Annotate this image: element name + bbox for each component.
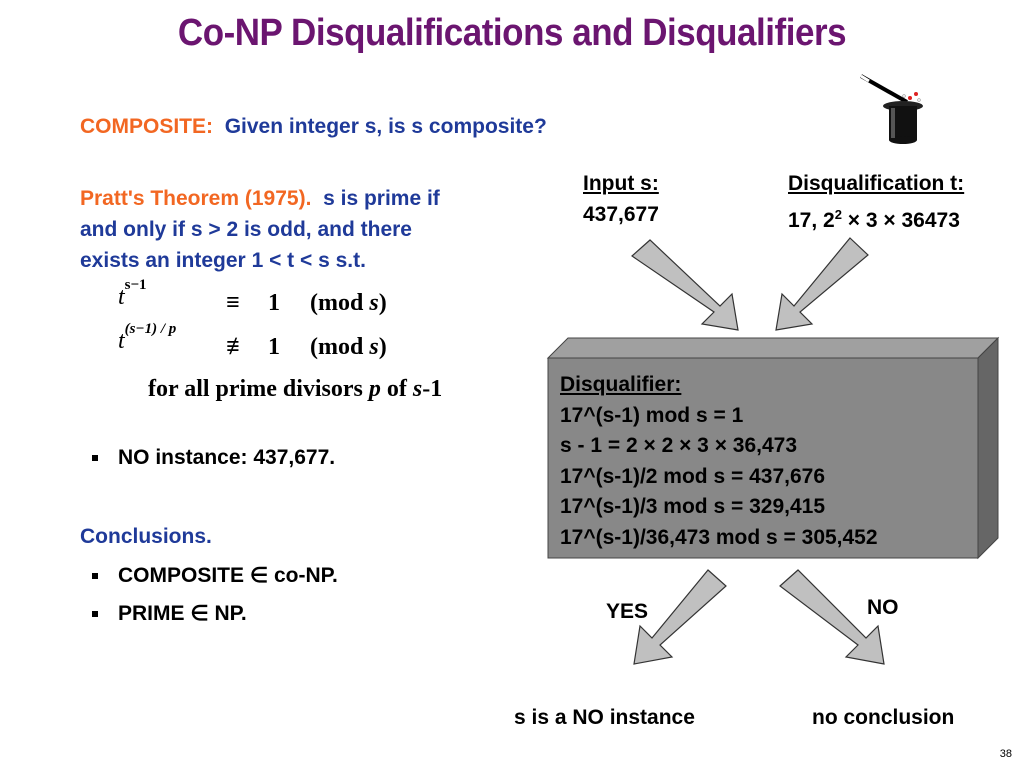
disqualifier-heading: Disqualifier: (560, 373, 682, 396)
forall-prefix: for all prime divisors (148, 376, 363, 402)
disqualifier-line: 17^(s-1) mod s = 1 (560, 403, 744, 427)
mod-s2: s (369, 334, 379, 360)
disqualifier-line: 17^(s-1)/2 mod s = 437,676 (560, 464, 825, 488)
composite-label: COMPOSITE: (80, 115, 214, 138)
yes-result: s is a NO instance (514, 706, 695, 729)
formula-exp2: (s−1) / p (124, 321, 177, 337)
composite-question: Given integer s, is s composite? (224, 115, 547, 138)
disqualifier-line: 17^(s-1)/3 mod s = 329,415 (560, 495, 825, 518)
mod-s: s (369, 290, 379, 316)
conclusion-composite: COMPOSITE ∈ co-NP. (118, 564, 338, 587)
forall-p: p (368, 376, 381, 402)
formula-rhs: 1 (268, 290, 280, 316)
input-label: Input s: (583, 172, 659, 195)
formula-t2: t (118, 328, 125, 354)
arrow-down-right-icon (632, 240, 738, 330)
forall-s: s (412, 376, 423, 402)
mod-text: (mod (310, 290, 364, 316)
disqualifier-line: 17^(s-1)/36,473 mod s = 305,452 (560, 525, 878, 549)
disq-suffix: × 3 × 36473 (841, 209, 960, 232)
pratt-line1: s is prime if (323, 187, 440, 210)
conclusion-prime: PRIME ∈ NP. (118, 602, 247, 625)
page-number: 38 (999, 748, 1012, 760)
mod-close2: ) (378, 334, 387, 360)
disqualifier-line: s - 1 = 2 × 2 × 3 × 36,473 (560, 434, 798, 457)
pratt-line2: and only if s > 2 is odd, and there (80, 218, 412, 241)
disq-exp: 2 (834, 207, 842, 222)
slide-title: Co-NP Disqualifications and Disqualifiers (177, 12, 847, 54)
formula-equiv: ≡ (226, 290, 240, 316)
yes-label: YES (606, 600, 649, 623)
mod-text2: (mod (310, 334, 364, 360)
formula-exp: s−1 (124, 277, 147, 293)
forall-suffix: -1 (422, 376, 443, 402)
no-instance-text: NO instance: 437,677. (118, 446, 336, 469)
disq-prefix: 17, 2 (788, 209, 835, 232)
pratt-line3: exists an integer 1 < t < s s.t. (80, 249, 366, 272)
formula-rhs2: 1 (268, 334, 280, 360)
no-label: NO (867, 596, 899, 619)
disqualification-label: Disqualification t: (788, 172, 965, 195)
formula-t: t (118, 284, 125, 310)
arrow-down-left-icon (776, 238, 868, 330)
pratt-label: Pratt's Theorem (1975). (80, 187, 312, 210)
forall-of: of (386, 376, 407, 402)
disqualifier-text (560, 370, 878, 553)
formula-not-equiv: ≢ (226, 334, 250, 360)
input-value: 437,677 (583, 203, 659, 226)
conclusions-heading: Conclusions. (80, 525, 212, 548)
no-result: no conclusion (812, 706, 955, 729)
mod-close: ) (378, 290, 387, 316)
